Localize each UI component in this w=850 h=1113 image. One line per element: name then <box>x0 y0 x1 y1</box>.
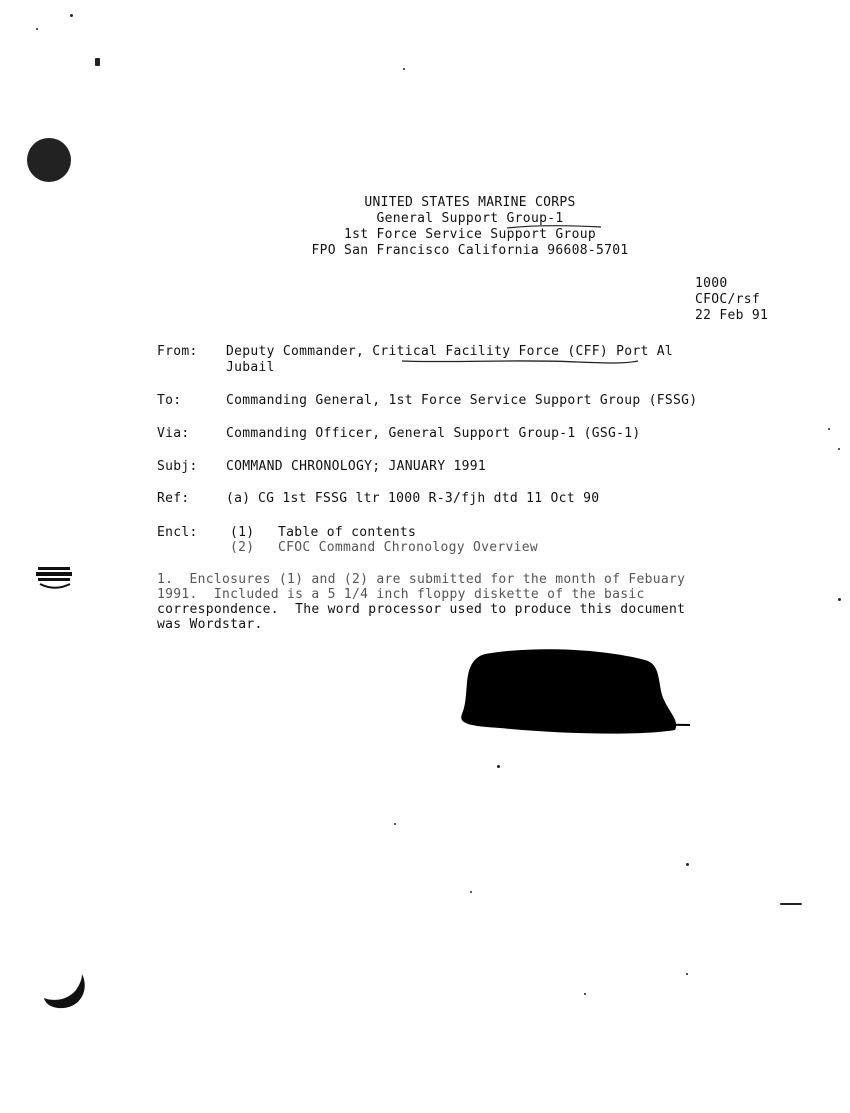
via-label: Via: <box>157 426 190 441</box>
subject-value: COMMAND CHRONOLOGY; JANUARY 1991 <box>226 459 487 474</box>
from-value: Deputy Commander, Critical Facility Force (CFF) Port Al <box>226 344 673 359</box>
hole-punch-bottom <box>42 970 88 1014</box>
enclosure-1-marker: (1) <box>230 525 255 540</box>
enclosure-1-text: Table of contents <box>278 525 417 540</box>
handwritten-overline <box>505 222 605 232</box>
body-line-1: 1. Enclosures (1) and (2) are submitted for the month of Febuary <box>157 572 686 587</box>
scan-speck <box>403 68 405 70</box>
scan-speck <box>828 428 830 430</box>
from-value-continued: Jubail <box>226 360 275 375</box>
redacted-signature <box>440 640 700 740</box>
scan-speck <box>686 863 689 866</box>
org-parent: 1st Force Service Support Group <box>344 227 596 242</box>
scan-speck <box>394 823 396 825</box>
to-value: Commanding General, 1st Force Service Support Group (FSSG) <box>226 393 698 408</box>
scan-speck <box>838 448 840 450</box>
org-address: FPO San Francisco California 96608-5701 <box>311 243 629 258</box>
subject-label: Subj: <box>157 459 198 474</box>
via-value: Commanding Officer, General Support Group-1 (GSG-1) <box>226 426 641 441</box>
body-line-3: correspondence. The word processor used to produce this document <box>157 602 686 617</box>
to-label: To: <box>157 393 182 408</box>
body-line-2: 1991. Included is a 5 1/4 inch floppy diskette of the basic <box>157 587 645 602</box>
org-name: UNITED STATES MARINE CORPS <box>364 195 576 210</box>
ref-marker: (a) <box>226 491 251 506</box>
enclosure-2-marker: (2) <box>230 540 255 555</box>
scan-speck <box>584 993 586 995</box>
enclosure-label: Encl: <box>157 525 198 540</box>
scan-speck <box>838 598 841 601</box>
ref-label: Ref: <box>157 491 190 506</box>
scan-speck <box>70 14 73 17</box>
scan-speck <box>497 765 500 768</box>
scan-speck <box>470 891 472 893</box>
handwritten-underline <box>398 355 643 369</box>
office-code: CFOC/rsf <box>695 292 761 307</box>
org-unit: General Support Group-1 <box>376 211 564 226</box>
letter-date: 22 Feb 91 <box>695 308 769 323</box>
scan-speck <box>36 28 38 30</box>
binder-clip-mark <box>34 563 74 593</box>
scan-speck <box>686 973 688 975</box>
body-line-4: was Wordstar. <box>157 617 263 632</box>
scan-speck <box>780 903 802 905</box>
scan-speck <box>95 58 100 66</box>
ref-value: CG 1st FSSG ltr 1000 R-3/fjh dtd 11 Oct 90 <box>258 491 600 506</box>
from-label: From: <box>157 344 198 359</box>
ssic-code: 1000 <box>695 276 728 291</box>
enclosure-2-text: CFOC Command Chronology Overview <box>278 540 539 555</box>
hole-punch-top <box>27 138 71 182</box>
